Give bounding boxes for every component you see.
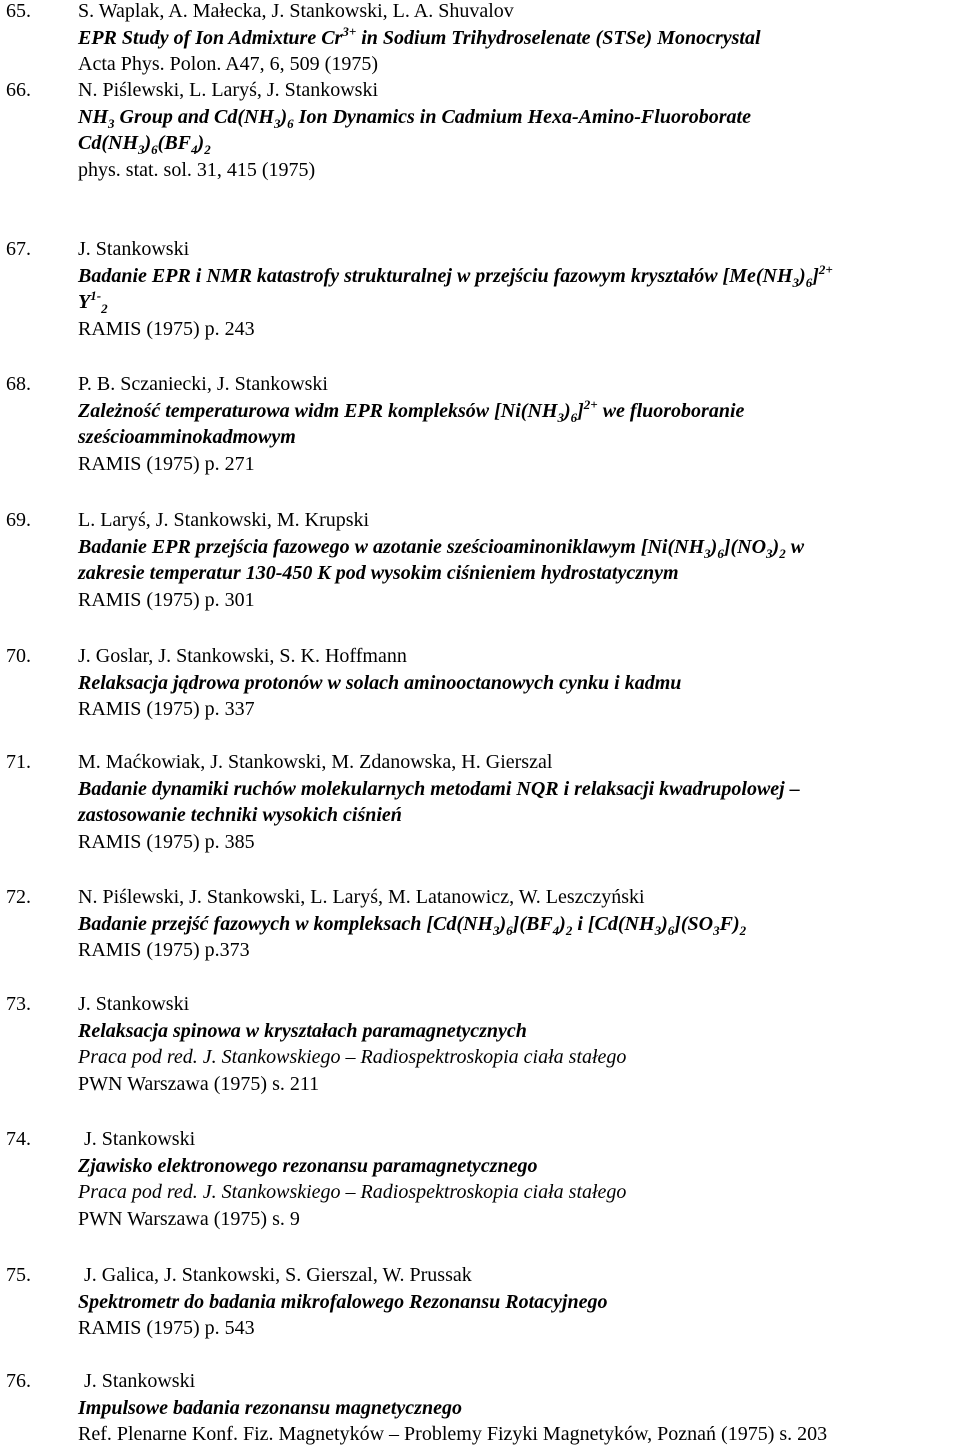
- entry-authors: J. Stankowski: [78, 993, 190, 1015]
- entry-title: $NH_3$ Group and $Cd(NH_3)_6$ Ion Dynamics in Cadmium Hexa-Amino-Fluoroborate: [78, 105, 751, 131]
- entry-number: 65.: [6, 0, 31, 22]
- bibliography-entry: [0, 77, 960, 183]
- entry-authors: J. Stankowski: [78, 238, 190, 260]
- entry-number: 71.: [6, 751, 31, 773]
- entry-title-continued: $Y^{1-}_2$: [78, 288, 108, 317]
- entry-source: Ref. Plenarne Konf. Fiz. Magnetyków – Problemy Fizyki Magnetyków, Poznań (1975) s. 203: [78, 1423, 828, 1446]
- bibliography-entry: [0, 236, 960, 342]
- entry-title-continued: sześcioamminokadmowym: [78, 426, 296, 449]
- entry-number: 70.: [6, 645, 31, 667]
- entry-authors: M. Maćkowiak, J. Stankowski, M. Zdanowska, H. Gierszal: [78, 751, 553, 773]
- entry-number: 73.: [6, 993, 31, 1015]
- entry-source: RAMIS (1975) p.373: [78, 939, 250, 962]
- entry-number: 74.: [6, 1128, 31, 1150]
- entry-authors: J. Stankowski: [84, 1128, 196, 1150]
- entry-number: 67.: [6, 238, 31, 260]
- entry-authors: L. Laryś, J. Stankowski, M. Krupski: [78, 509, 370, 531]
- bibliography-entry: [0, 749, 960, 855]
- bibliography-entry: [0, 1262, 960, 1342]
- entry-title: Impulsowe badania rezonansu magnetycznego: [78, 1396, 462, 1419]
- entry-source: phys. stat. sol. 31, 415 (1975): [78, 158, 316, 181]
- entry-source: RAMIS (1975) p. 271: [78, 452, 255, 475]
- bibliography-entry: [0, 507, 960, 613]
- entry-source: RAMIS (1975) p. 543: [78, 1317, 255, 1340]
- entry-authors: S. Waplak, A. Małecka, J. Stankowski, L. A. Shuvalov: [78, 0, 514, 22]
- bibliography-entry: [0, 1368, 960, 1448]
- entry-authors: N. Piślewski, J. Stankowski, L. Laryś, M. Latanowicz, W. Leszczyński: [78, 886, 645, 908]
- entry-title-continued: zastosowanie techniki wysokich ciśnień: [78, 804, 402, 827]
- entry-authors: J. Goslar, J. Stankowski, S. K. Hoffmann: [78, 645, 407, 667]
- entry-source: RAMIS (1975) p. 385: [78, 830, 255, 853]
- entry-source: PWN Warszawa (1975) s. 9: [78, 1207, 300, 1230]
- entry-title: Badanie przejść fazowych w kompleksach $[Cd(NH_3)_6](BF_4)_2$ i $[Cd(NH_3)_6](SO_3F)_2$: [78, 912, 747, 938]
- entry-title: Badanie EPR przejścia fazowego w azotanie sześcioaminoniklawym $[Ni(NH_3)_6](NO_3)_2$ w: [78, 535, 805, 561]
- entry-title: Relaksacja spinowa w kryształach paramagnetycznych: [78, 1019, 527, 1042]
- entry-number: 69.: [6, 509, 31, 531]
- entry-authors: N. Piślewski, L. Laryś, J. Stankowski: [78, 79, 378, 101]
- entry-title: Zależność temperaturowa widm EPR kompleksów $[Ni(NH_3)_6]^{2+}$ we fluoroboranie: [78, 396, 745, 425]
- entry-source: Acta Phys. Polon. A47, 6, 509 (1975): [78, 53, 378, 76]
- entry-number: 76.: [6, 1370, 31, 1392]
- entry-source: RAMIS (1975) p. 301: [78, 588, 255, 611]
- entry-title: Relaksacja jądrowa protonów w solach aminooctanowych cynku i kadmu: [78, 671, 682, 694]
- entry-number: 75.: [6, 1264, 31, 1286]
- entry-note: Praca pod red. J. Stankowskiego – Radiospektroskopia ciała stałego: [78, 1046, 627, 1069]
- entry-title: Spektrometr do badania mikrofalowego Rezonansu Rotacyjnego: [78, 1290, 608, 1313]
- entry-title: Zjawisko elektronowego rezonansu paramagnetycznego: [78, 1154, 538, 1177]
- entry-number: 66.: [6, 79, 31, 101]
- bibliography-entry: [0, 1126, 960, 1232]
- bibliography-entry: [0, 371, 960, 477]
- entry-note: Praca pod red. J. Stankowskiego – Radiospektroskopia ciała stałego: [78, 1181, 627, 1204]
- entry-number: 68.: [6, 373, 31, 395]
- entry-authors: J. Stankowski: [84, 1370, 196, 1392]
- entry-source: PWN Warszawa (1975) s. 211: [78, 1072, 320, 1095]
- bibliography-entry: [0, 643, 960, 723]
- entry-authors: P. B. Sczaniecki, J. Stankowski: [78, 373, 328, 395]
- entry-title: Badanie dynamiki ruchów molekularnych metodami NQR i relaksacji kwadrupolowej –: [78, 777, 800, 800]
- entry-title: EPR Study of Ion Admixture $Cr^{3+}$ in Sodium Trihydroselenate (STSe) Monocrystal: [78, 23, 761, 49]
- entry-source: RAMIS (1975) p. 337: [78, 698, 255, 721]
- entry-title-continued: zakresie temperatur 130-450 K pod wysokim ciśnieniem hydrostatycznym: [78, 562, 679, 585]
- bibliography-entry: [0, 0, 960, 78]
- bibliography-entry: [0, 991, 960, 1097]
- entry-number: 72.: [6, 886, 31, 908]
- entry-authors: J. Galica, J. Stankowski, S. Gierszal, W. Prussak: [84, 1264, 472, 1286]
- bibliography-entry: [0, 884, 960, 964]
- entry-source: RAMIS (1975) p. 243: [78, 317, 255, 340]
- entry-title-continued: $Cd(NH_3)_6(BF_4)_2$: [78, 132, 211, 158]
- entry-title: Badanie EPR i NMR katastrofy strukturalnej w przejściu fazowym kryształów $[Me(NH_3)_6]^{2+}$: [78, 261, 833, 290]
